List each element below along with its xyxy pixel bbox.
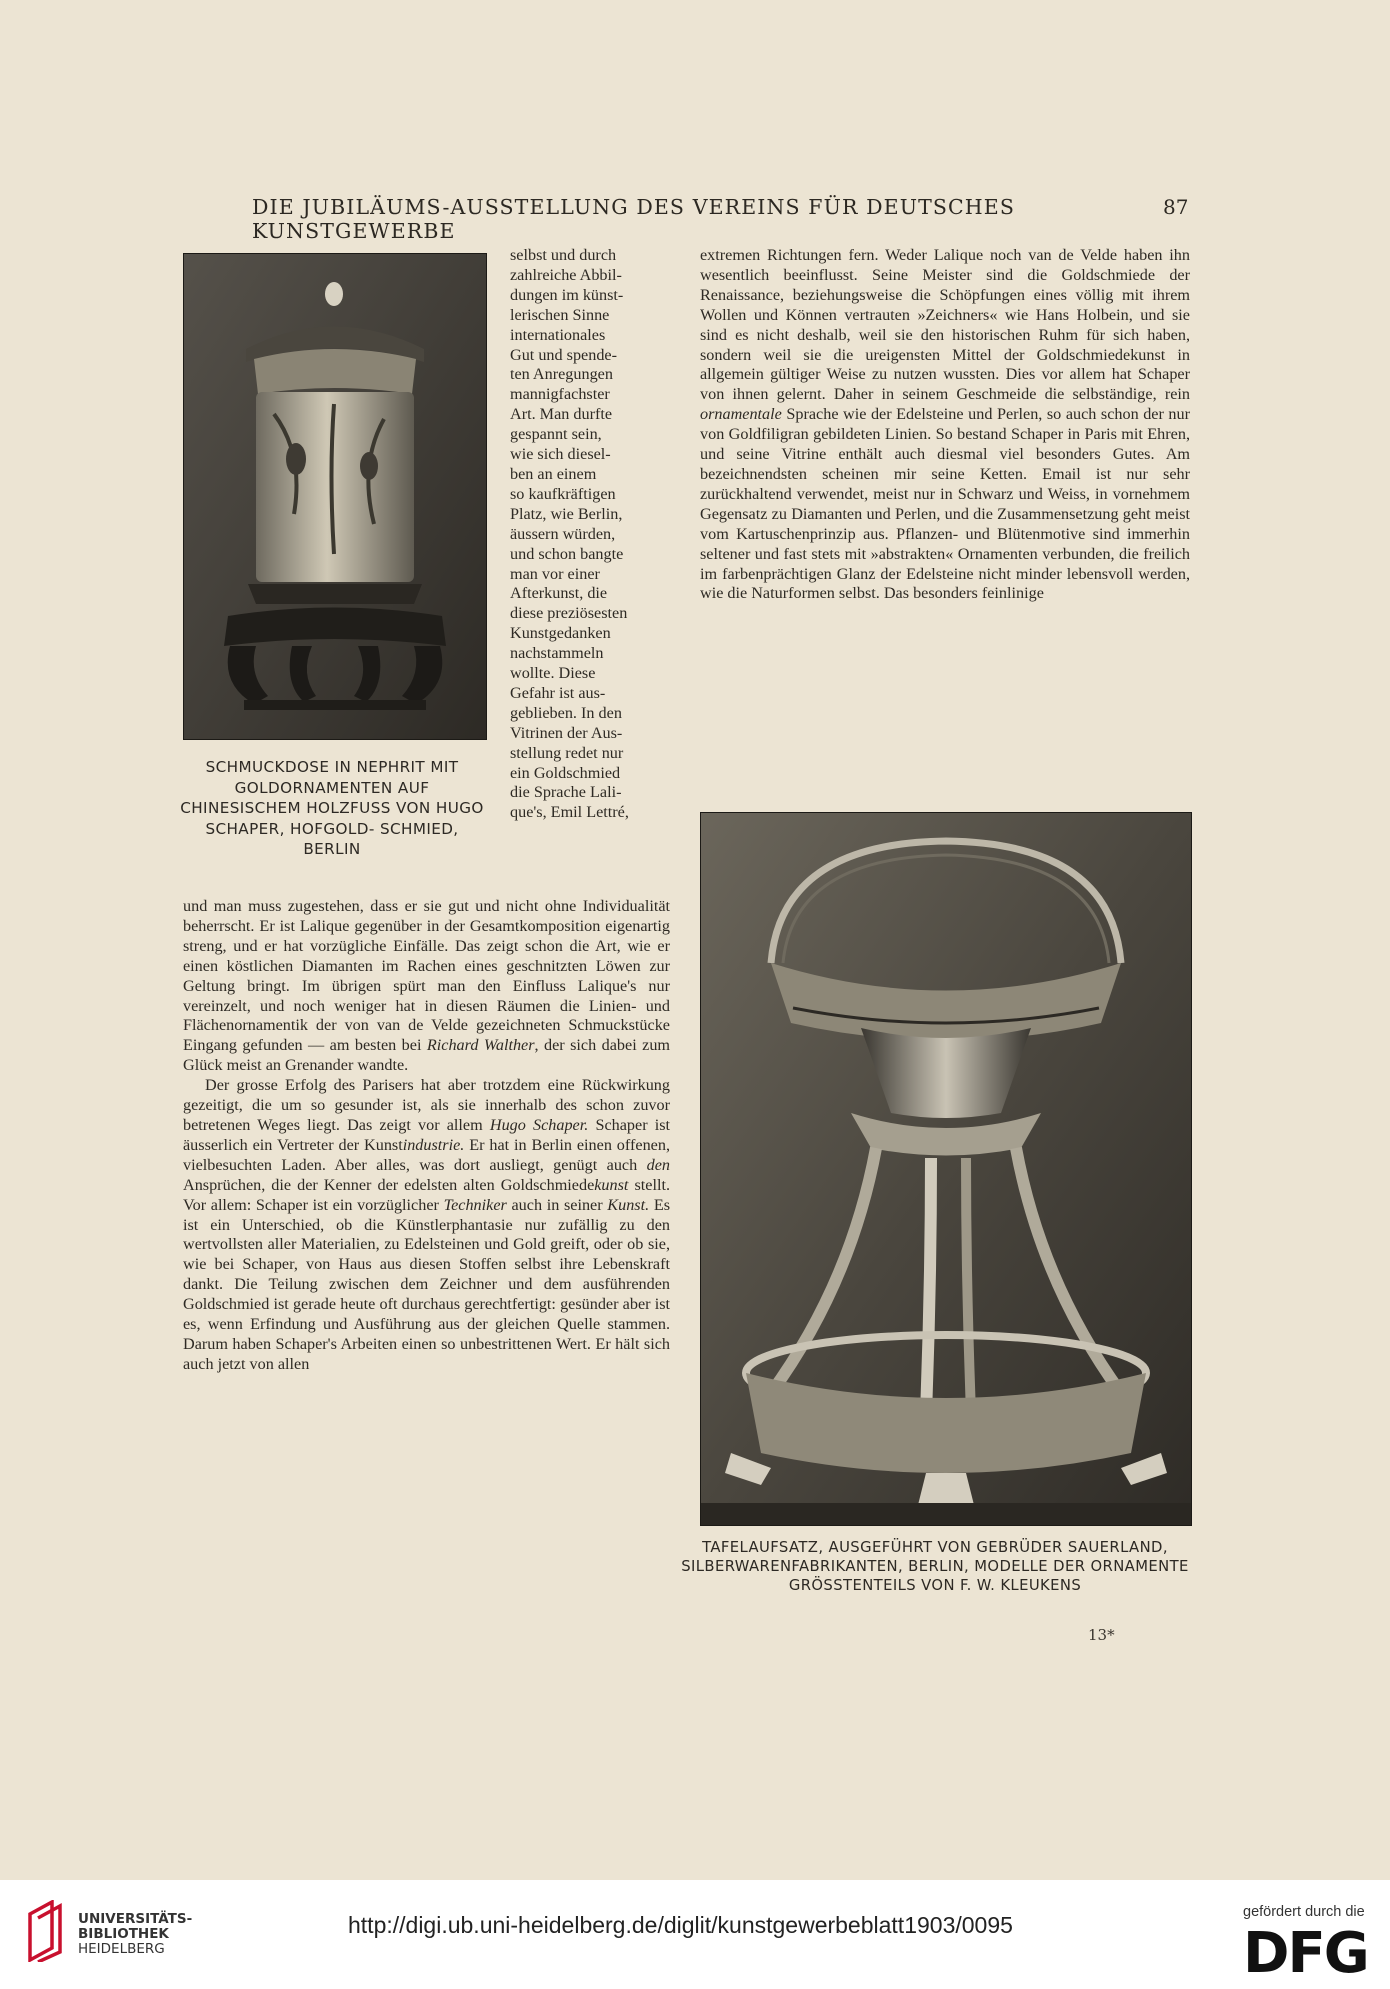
text-line: selbst und durch (510, 246, 617, 264)
italic-run: ornamentale (700, 405, 782, 424)
text-run: Es ist ein Unterschied, ob die Künstlerphantasie nur zufällig zu den wertvollsten aller Materialien, zu Edelsteinen und Gold greift, oder ob sie, wie bei Schaper, von Haus aus diesen Stoffen selbst ihre Lebenskraft dankt. Die Teilung zwischen dem Zeichner und dem ausführenden Goldschmied ist gerade heute oft durchaus gerechtfertigt: gesünder aber ist es, wenn Erfindung und Ausführung aus der gleichen Quelle stammen. Darum haben Schaper's Arbeiten einen so unbestrittenen Wert. Er hält sich auch jetzt von allen (183, 1195, 670, 1373)
text-run: , der sich dabei zum Glück meist an Grenander wandte. (183, 1036, 671, 1075)
text-line: gespannt sein, (510, 425, 602, 444)
text-line: Gut und spende- (510, 345, 617, 364)
institution-line: BIBLIOTHEK (78, 1926, 169, 1942)
institution-line: UNIVERSITÄTS- (78, 1911, 193, 1927)
text-line: die Sprache Lali- (510, 783, 622, 802)
table-centrepiece-photo (700, 812, 1192, 1526)
italic-run: den (646, 1155, 671, 1174)
text-line: ein Goldschmied (510, 763, 621, 782)
italic-run: Richard Walther (426, 1036, 535, 1055)
text-run: auch in seiner (511, 1195, 603, 1214)
text-line: Vitrinen der Aus- (510, 723, 623, 742)
permalink-url[interactable]: http://digi.ub.uni-heidelberg.de/diglit/kunstgewerbeblatt1903/0095 (348, 1912, 1013, 1938)
jewel-box-photo (183, 253, 487, 740)
paragraph (183, 1076, 670, 1375)
text-run: stellt. Vor allem: Schaper ist ein vorzüglicher (183, 1175, 670, 1214)
text-line: zahlreiche Abbil- (510, 265, 622, 284)
text-line: ben an einem (510, 464, 597, 483)
text-line: und schon bangte (510, 544, 624, 563)
caption-line: F. W. KLEUKENS (960, 1577, 1082, 1595)
digitization-footer (0, 1880, 1390, 1989)
caption-line: SCHMUCKDOSE IN NEPHRIT (205, 758, 426, 776)
text-run: Er hat in Berlin einen offenen, vielbesuchten Laden. Aber alles, was dort ausliegt, genügt auch (183, 1135, 670, 1174)
paragraph (183, 897, 670, 1076)
text-line: Gefahr ist aus- (510, 683, 606, 702)
institution-name (78, 1912, 192, 1957)
text-line: nachstammeln (510, 644, 604, 663)
left-body-text (183, 897, 670, 1375)
text-line: mannigfachster (510, 385, 610, 404)
text-line: geblieben. In den (510, 703, 622, 722)
right-body-text (700, 246, 1190, 604)
text-line: Platz, wie Berlin, (510, 504, 623, 523)
italic-run: Kunst. (607, 1195, 650, 1214)
text-run: Sprache wie der Edelsteine und Perlen, so auch schon der nur von Goldfiligran gebildeten Linien. So bestand Schaper in Paris mit Ehren, und seine Vitrine enthält auch diesmal viel besonders Gutes. Am bezeichnendsten scheinen mir seine Ketten. Email ist nur sehr zurückhaltend verwendet, meist nur in Schwarz und Weiss, in vornehmem Gegensatz zu Diamanten und Perlen, und die Zusammensetzung geht meist vom Kartuschenprinzip aus. Pflanzen- und Blütenmotive sind immerhin seltener und fast stets mit »abstrakten« Ornamenten verbunden, die freilich im farbenprächtigen Glanz der Edelsteine nicht minder lebensvoll werden, wie die Naturformen selbst. Das besonders feinlinige (700, 405, 1191, 603)
text-line: Afterkunst, die (510, 584, 608, 603)
text-line: diese preziösesten (510, 604, 628, 623)
funded-by-label: gefördert durch die (1243, 1904, 1365, 1920)
narrow-text-column (510, 246, 660, 823)
text-run: Ansprüchen, die der Kenner der edelsten alten Goldschmiede (183, 1175, 595, 1194)
running-title: DIE JUBILÄUMS-AUSSTELLUNG DES VEREINS FÜR DEUTSCHES KUNSTGEWERBE (252, 195, 1015, 243)
text-line: Kunstgedanken (510, 624, 611, 643)
institution-line: HEIDELBERG (78, 1941, 165, 1957)
paragraph (700, 246, 1190, 604)
text-run: Schaper ist äusserlich ein Vertreter der Kunst (183, 1115, 671, 1154)
text-line: internationales (510, 325, 606, 344)
text-line: äussern würden, (510, 524, 616, 543)
caption-line: CHINESISCHEM HOLZFUSS VON (180, 799, 431, 817)
text-line: dungen im künst- (510, 285, 624, 304)
italic-run: Techniker (443, 1195, 507, 1214)
signature-mark: 13* (1088, 1626, 1115, 1644)
text-line: wollte. Diese (510, 664, 596, 683)
text-line: so kaufkräftigen (510, 484, 616, 503)
italic-run: industrie. (402, 1135, 465, 1154)
text-run: Der grosse Erfolg des Parisers hat aber trotzdem eine Rückwirkung gezeitigt, die um so gesunder ist, als sie innerhalb des schon zuvor betretenen Weges liegt. Das zeigt vor allem (183, 1076, 670, 1134)
text-line: ten Anregungen (510, 365, 613, 384)
caption-line: MIT GOLDORNAMENTEN AUF (234, 758, 459, 797)
text-run: extremen Richtungen fern. Weder Lalique noch van de Velde haben ihn wesentlich beeinflusst. Seine Meister sind die Goldschmiede der Renaissance, beziehungsweise die Schöpfungen eines völlig mit ihrem Wollen und Können vertrauten »Zeichners« wie Hans Holbein, und sie sind es nicht deshalb, weil sie den historischen Ruhm für sich haben, sondern weil sie die ureigensten Mittel der Goldschmiedekunst in allgemein gültiger Weise zu nutzen wussten. Dies vor allem hat Schaper von ihnen gelernt. Daher in seinem Geschmeide die selbständige, rein (700, 246, 1190, 404)
italic-run: Hugo Schaper. (489, 1115, 589, 1134)
text-line: wie sich diesel- (510, 445, 611, 464)
caption-line: HUGO SCHAPER, HOFGOLD- (205, 799, 484, 838)
caption-line: SCHMIED, BERLIN (303, 819, 459, 858)
italic-run: kunst (594, 1175, 629, 1194)
text-line: stellung redet nur (510, 743, 624, 762)
left-photo-caption (178, 757, 486, 860)
text-line: man vor einer (510, 564, 600, 583)
page-number: 87 (1163, 195, 1189, 219)
right-photo-caption (680, 1538, 1190, 1596)
library-logo-icon (28, 1900, 70, 1962)
caption-line: TAFELAUFSATZ, AUSGEFÜHRT VON GEBRÜDER (702, 1539, 1063, 1556)
text-line: Art. Man durfte (510, 405, 613, 424)
text-run: und man muss zugestehen, dass er sie gut und nicht ohne Individualität beherrscht. Er ist Lalique gegenüber in der Gesamtkomposition eigenartig streng, und er hat vorzügliche Einfälle. Das zeigt schon die Art, wie er einen köstlichen Diamanten im Rachen eines geschnitzten Löwen zur Geltung bringt. Im übrigen spürt man den Einfluss Lalique's nur vereinzelt, und noch weniger hat in diesen Räumen die Linien- und Flächenornamentik der von van de Velde gezeichneten Schmuckstücke Eingang gefunden — am besten bei (183, 897, 670, 1055)
dfg-logo: DFG (1243, 1921, 1368, 1986)
text-line: que's, Emil Lettré, (510, 803, 629, 822)
caption-line: SAUERLAND, SILBERWARENFABRIKANTEN, BERLIN, (681, 1539, 1168, 1576)
caption-line: MODELLE DER ORNAMENTE GRÖSSTENTEILS VON (788, 1558, 1189, 1595)
text-line: lerischen Sinne (510, 305, 610, 324)
